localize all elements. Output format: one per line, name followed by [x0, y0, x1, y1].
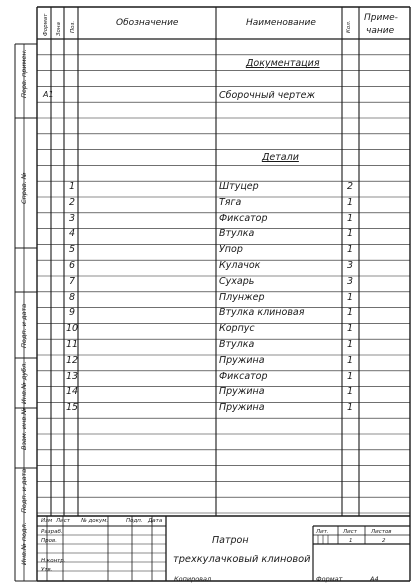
header-name: Наименование: [246, 18, 316, 28]
item-pos: 15: [66, 402, 79, 414]
tb-role-checked: Пров.: [41, 538, 57, 544]
side-label-sign-date-2: Подп. и дата: [20, 468, 28, 513]
assembly-name: Сборочный чертеж: [219, 90, 316, 101]
item-qty: 1: [347, 291, 354, 303]
tb-sheets-label: Листов: [371, 529, 392, 535]
item-pos: 8: [69, 291, 76, 303]
tb-lit-label: Лит.: [316, 529, 329, 535]
header-designation: Обозначение: [116, 18, 179, 28]
tb-col-sign: Подп.: [126, 518, 143, 524]
item-name: Плунжер: [219, 291, 265, 303]
item-qty: 3: [347, 275, 354, 287]
header-format: Формат: [43, 13, 49, 36]
item-qty: 3: [347, 260, 354, 271]
item-pos: 1: [69, 181, 76, 192]
tb-title-line2: трехкулачковый клиновой: [173, 554, 311, 565]
header-zone: Зона: [56, 22, 62, 36]
item-qty: 1: [347, 196, 354, 208]
item-name: Штуцер: [219, 181, 259, 192]
item-name: Упор: [219, 244, 243, 256]
item-qty: 1: [347, 370, 354, 382]
item-pos: 5: [69, 244, 76, 256]
item-qty: 1: [347, 402, 354, 414]
section-parts: Детали: [262, 152, 299, 163]
item-qty: 1: [347, 354, 354, 366]
item-qty: 1: [347, 339, 354, 350]
section-documentation: Документация: [246, 58, 320, 69]
item-pos: 6: [69, 260, 76, 271]
item-pos: 2: [69, 196, 76, 208]
item-qty: 1: [347, 244, 354, 256]
item-pos: 13: [66, 370, 79, 382]
item-pos: 11: [66, 339, 79, 350]
tb-sheet-label: Лист: [343, 529, 357, 535]
item-name: Пружина: [219, 386, 265, 398]
tb-col-date: Дата: [148, 518, 163, 524]
item-qty: 2: [347, 181, 354, 192]
item-name: Фиксатор: [219, 370, 268, 382]
footer-format-value: А4: [370, 575, 379, 583]
item-pos: 14: [66, 386, 79, 398]
item-name: Тяга: [219, 196, 242, 208]
tb-col-change: Изм: [41, 518, 53, 524]
side-label-ref-no: Справ. №: [20, 172, 28, 204]
tb-role-developed: Разраб.: [41, 529, 63, 535]
item-name: Сухарь: [219, 275, 255, 287]
side-label-first-use: Перв. примен.: [20, 49, 28, 98]
assembly-format: А1: [43, 90, 54, 99]
tb-sheets-value: 2: [382, 538, 386, 544]
item-qty: 1: [347, 307, 354, 319]
item-name: Фиксатор: [219, 212, 268, 224]
item-name: Пружина: [219, 354, 265, 366]
tb-col-sheet: Лист: [56, 518, 70, 524]
item-name: Втулка: [219, 228, 255, 240]
tb-role-approved: Утв.: [41, 567, 53, 573]
side-label-orig-inv: Инв.№ подл.: [20, 522, 28, 565]
tb-sheet-value: 1: [349, 538, 353, 544]
item-pos: 4: [69, 228, 76, 240]
side-label-sign-date-1: Подп. и дата: [20, 303, 28, 348]
item-name: Кулачок: [219, 260, 261, 271]
item-qty: 1: [347, 212, 354, 224]
item-qty: 1: [347, 323, 354, 335]
header-note-line2: чание: [366, 26, 395, 36]
item-pos: 3: [69, 212, 76, 224]
item-pos: 7: [69, 275, 76, 287]
item-pos: 12: [66, 354, 79, 366]
item-name: Корпус: [219, 323, 255, 335]
item-qty: 1: [347, 386, 354, 398]
item-name: Втулка: [219, 339, 255, 350]
footer-format-label: Формат: [316, 575, 343, 583]
item-pos: 10: [66, 323, 79, 335]
side-label-dup-inv: Инв.№ дубл.: [20, 361, 28, 404]
footer-copied: Копировал: [174, 575, 212, 583]
tb-col-doc: № докум.: [81, 518, 109, 524]
header-pos: Поз.: [70, 20, 76, 33]
item-name: Пружина: [219, 402, 265, 414]
tb-role-normcontrol: Н.контр.: [41, 558, 66, 564]
item-qty: 1: [347, 228, 354, 240]
item-pos: 9: [69, 307, 76, 319]
item-name: Втулка клиновая: [219, 307, 305, 319]
tb-title-line1: Патрон: [212, 535, 249, 546]
header-qty: Кол.: [346, 20, 352, 33]
side-label-replace-inv: Взам. инв.№: [20, 407, 28, 450]
header-note-line1: Приме-: [364, 13, 398, 23]
